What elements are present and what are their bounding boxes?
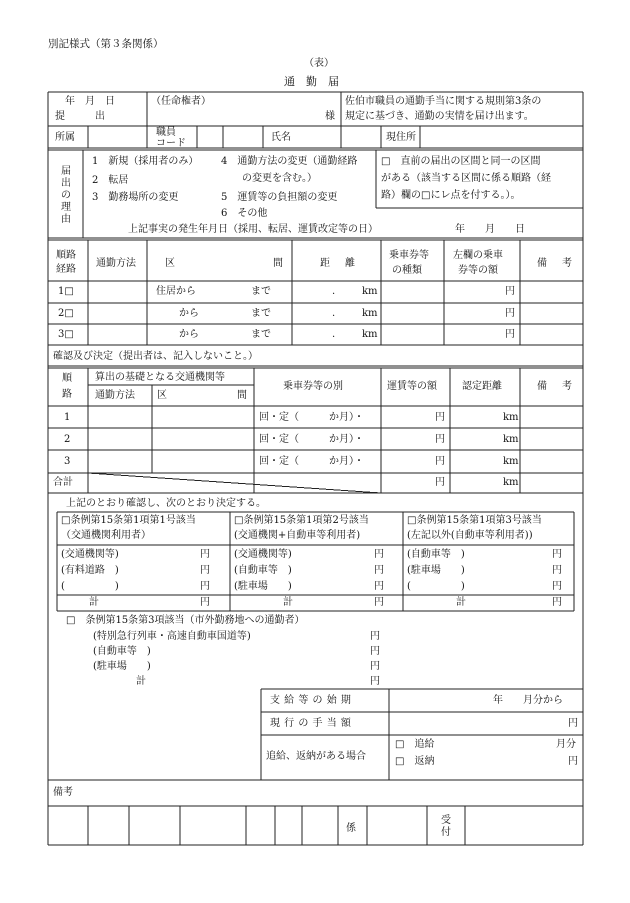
section-header-1: 区: [165, 258, 175, 269]
reason-1: 1 新規（採用者のみ）: [92, 156, 199, 167]
occurrence-date-ymd: 年 月 日: [455, 224, 525, 235]
ticket-type-header-2: の種類: [392, 265, 422, 276]
yen-unit: 円: [374, 581, 384, 592]
clause-2-row: (交通機関等): [234, 549, 292, 560]
honorific: 様: [325, 111, 335, 122]
clause-1-row: ( ): [61, 581, 119, 592]
additional-pay-unit: 月分: [556, 739, 576, 750]
name-label: 氏名: [271, 132, 291, 143]
certified-distance-header: 認定距離: [462, 381, 502, 392]
route-from: から: [179, 308, 199, 319]
clause-2-total: 計: [283, 597, 293, 608]
route-from: 住居から: [156, 286, 196, 297]
paragraph-3-checkbox[interactable]: □ 条例第15条第3項該当（市外勤務地への通勤者）: [66, 615, 305, 626]
confirm-method-header: 通勤方法: [95, 390, 135, 401]
yen-unit: 円: [370, 661, 380, 672]
clause-3-row: ( ): [407, 581, 465, 592]
clause-2-row: (自動車等 ): [234, 565, 292, 576]
payment-start-value: 年 月分から: [493, 695, 563, 706]
same-section-note-2: がある（該当する区間に係る順路（経: [381, 173, 551, 184]
current-allowance-unit: 円: [568, 718, 578, 729]
reason-section-label: 届 出 の 理 由: [61, 166, 71, 225]
remarks-label: 備考: [53, 787, 73, 798]
yen-unit: 円: [200, 549, 210, 560]
clause-3-row: (自動車等 ): [407, 549, 465, 560]
clause-3-row: (駐車場 ): [407, 565, 465, 576]
front-side-label: （表）: [304, 58, 334, 69]
remarks-header-1: 備: [537, 258, 547, 269]
section-header-2: 間: [273, 258, 283, 269]
received-stamp-label: 受 付: [441, 815, 451, 838]
yen-unit: 円: [552, 581, 562, 592]
ticket-kind-options: 回・定（ か月）・: [259, 412, 364, 423]
fare-header-2: 券等の額: [458, 265, 498, 276]
confirm-section-title: 確認及び決定（提出者は、記入しないこと。）: [53, 351, 258, 362]
distance-dot: .: [332, 286, 336, 297]
route-checkbox[interactable]: 2□: [58, 308, 74, 319]
distance-header-1: 距: [320, 258, 330, 269]
order-header-1: 順: [62, 373, 72, 384]
confirm-remarks-header-2: 考: [562, 381, 572, 392]
additional-pay-checkbox[interactable]: □ 追給: [395, 739, 435, 750]
form-title: 通 勤 届: [284, 75, 339, 88]
yen-unit: 円: [374, 565, 384, 576]
statement-line-1: 佐伯市職員の通勤手当に関する規則第3条の: [345, 96, 542, 107]
ticket-kind-options: 回・定（ か月）・: [259, 456, 364, 467]
distance-header-2: 離: [345, 258, 355, 269]
decision-intro: 上記のとおり確認し、次のとおり決定する。: [66, 498, 266, 509]
clause-1-row: (交通機関等): [61, 549, 119, 560]
yen-unit: 円: [552, 549, 562, 560]
distance-unit: km: [362, 286, 378, 297]
order-header-2: 路: [62, 389, 72, 400]
confirm-section-header-2: 間: [237, 390, 247, 401]
payment-start-label: 支 給 等 の 始 期: [270, 695, 352, 706]
route-checkbox[interactable]: 1□: [58, 286, 74, 297]
reason-4-cont: の変更を含む。）: [242, 173, 317, 184]
yen-unit: 円: [374, 597, 384, 608]
yen-unit: 円: [200, 597, 210, 608]
appointer-label: （任命権者）: [151, 96, 211, 107]
sec3-row: (特別急行列車・高速自動車国道等): [93, 631, 251, 642]
adjustment-label: 追給、返納がある場合: [266, 751, 366, 762]
route-to: まで: [251, 308, 271, 319]
statement-line-2: 規定に基づき、通勤の実情を届け出ます。: [345, 111, 534, 122]
yen-unit: 円: [552, 565, 562, 576]
confirm-row-number: 2: [64, 434, 71, 445]
ticket-kind-header: 乗車券等の別: [283, 381, 343, 392]
clause-3-total: 計: [456, 597, 466, 608]
date-label: 年 月 日: [65, 96, 115, 107]
return-pay-checkbox[interactable]: □ 返納: [395, 756, 435, 767]
clause-1-total: 計: [89, 597, 99, 608]
fare-unit: 円: [505, 308, 515, 319]
yen-unit: 円: [552, 597, 562, 608]
sec3-row: (自動車等 ): [93, 646, 151, 657]
distance-unit: km: [503, 456, 519, 467]
confirm-row-number: 1: [64, 412, 71, 423]
yen-unit: 円: [200, 581, 210, 592]
ticket-kind-options: 回・定（ か月）・: [259, 434, 364, 445]
same-section-note-3: 路）欄の□にレ点を付する。）。: [381, 190, 521, 201]
route-checkbox[interactable]: 3□: [58, 329, 74, 340]
staff-code-label-2: コード: [156, 138, 186, 149]
route-from: から: [179, 329, 199, 340]
method-header: 通勤方法: [96, 258, 136, 269]
reason-3: 3 勤務場所の変更: [92, 192, 179, 203]
distance-dot: .: [332, 308, 336, 319]
clause-1-row: (有料道路 ): [61, 565, 119, 576]
distance-unit: km: [503, 412, 519, 423]
clause-3-checkbox[interactable]: □条例第15条第1項第3号該当: [407, 515, 542, 526]
distance-dot: .: [332, 329, 336, 340]
yen-unit: 円: [370, 631, 380, 642]
distance-unit: km: [362, 308, 378, 319]
fare-unit: 円: [435, 456, 445, 467]
distance-unit: km: [362, 329, 378, 340]
clause-1-subtitle: （交通機関利用者）: [61, 530, 151, 541]
remarks-header-2: 考: [562, 258, 572, 269]
total-fare-unit: 円: [435, 477, 445, 488]
address-label: 現住所: [386, 132, 416, 143]
affiliation-label: 所属: [55, 132, 75, 143]
fare-unit: 円: [505, 286, 515, 297]
submitted-label: 提 出: [55, 111, 105, 122]
fare-unit: 円: [505, 329, 515, 340]
reason-5: 5 運賃等の負担額の変更: [221, 192, 338, 203]
same-section-note-1: □ 直前の届出の区間と同一の区間: [381, 156, 541, 167]
reason-2: 2 転居: [92, 175, 129, 186]
confirm-section-header-1: 区: [157, 390, 167, 401]
confirm-remarks-header-1: 備: [537, 381, 547, 392]
fare-unit: 円: [435, 434, 445, 445]
return-pay-unit: 円: [568, 756, 578, 767]
sec3-total: 計: [136, 676, 146, 687]
basis-header: 算出の基礎となる交通機関等: [95, 372, 225, 383]
distance-unit: km: [503, 434, 519, 445]
route-header-1: 順路: [56, 250, 76, 261]
reason-4: 4 通勤方法の変更（通勤経路: [221, 156, 358, 167]
fare-header-1: 左欄の乗車: [453, 250, 503, 261]
yen-unit: 円: [370, 646, 380, 657]
total-label: 合計: [53, 477, 73, 488]
clause-2-subtitle: (交通機関+自動車等利用者): [234, 530, 361, 541]
clause-1-checkbox[interactable]: □条例第15条第1項第1号該当: [61, 515, 196, 526]
current-allowance-label: 現 行 の 手 当 額: [270, 718, 352, 729]
fare-unit: 円: [435, 412, 445, 423]
route-to: まで: [251, 286, 271, 297]
staff-code-label-1: 職員: [156, 127, 176, 138]
clause-2-checkbox[interactable]: □条例第15条第1項第2号該当: [234, 515, 369, 526]
sec3-row: (駐車場 ): [93, 661, 151, 672]
total-distance-unit: km: [503, 477, 519, 488]
reason-6: 6 その他: [221, 208, 268, 219]
route-to: まで: [251, 329, 271, 340]
yen-unit: 円: [374, 549, 384, 560]
staff-in-charge-label: 係: [346, 823, 356, 834]
clause-2-row: (駐車場 ): [234, 581, 292, 592]
clause-3-subtitle: (左記以外(自動車等利用者)): [407, 530, 533, 541]
form-reference: 別記様式（第３条関係）: [48, 38, 164, 50]
yen-unit: 円: [200, 565, 210, 576]
route-header-2: 経路: [56, 264, 76, 275]
confirm-row-number: 3: [64, 456, 71, 467]
ticket-type-header-1: 乗車券等: [389, 250, 429, 261]
fare-amount-header: 運賃等の額: [387, 381, 437, 392]
occurrence-date-label: 上記事実の発生年月日（採用、転居、運賃改定等の日）: [128, 224, 378, 235]
yen-unit: 円: [370, 676, 380, 687]
